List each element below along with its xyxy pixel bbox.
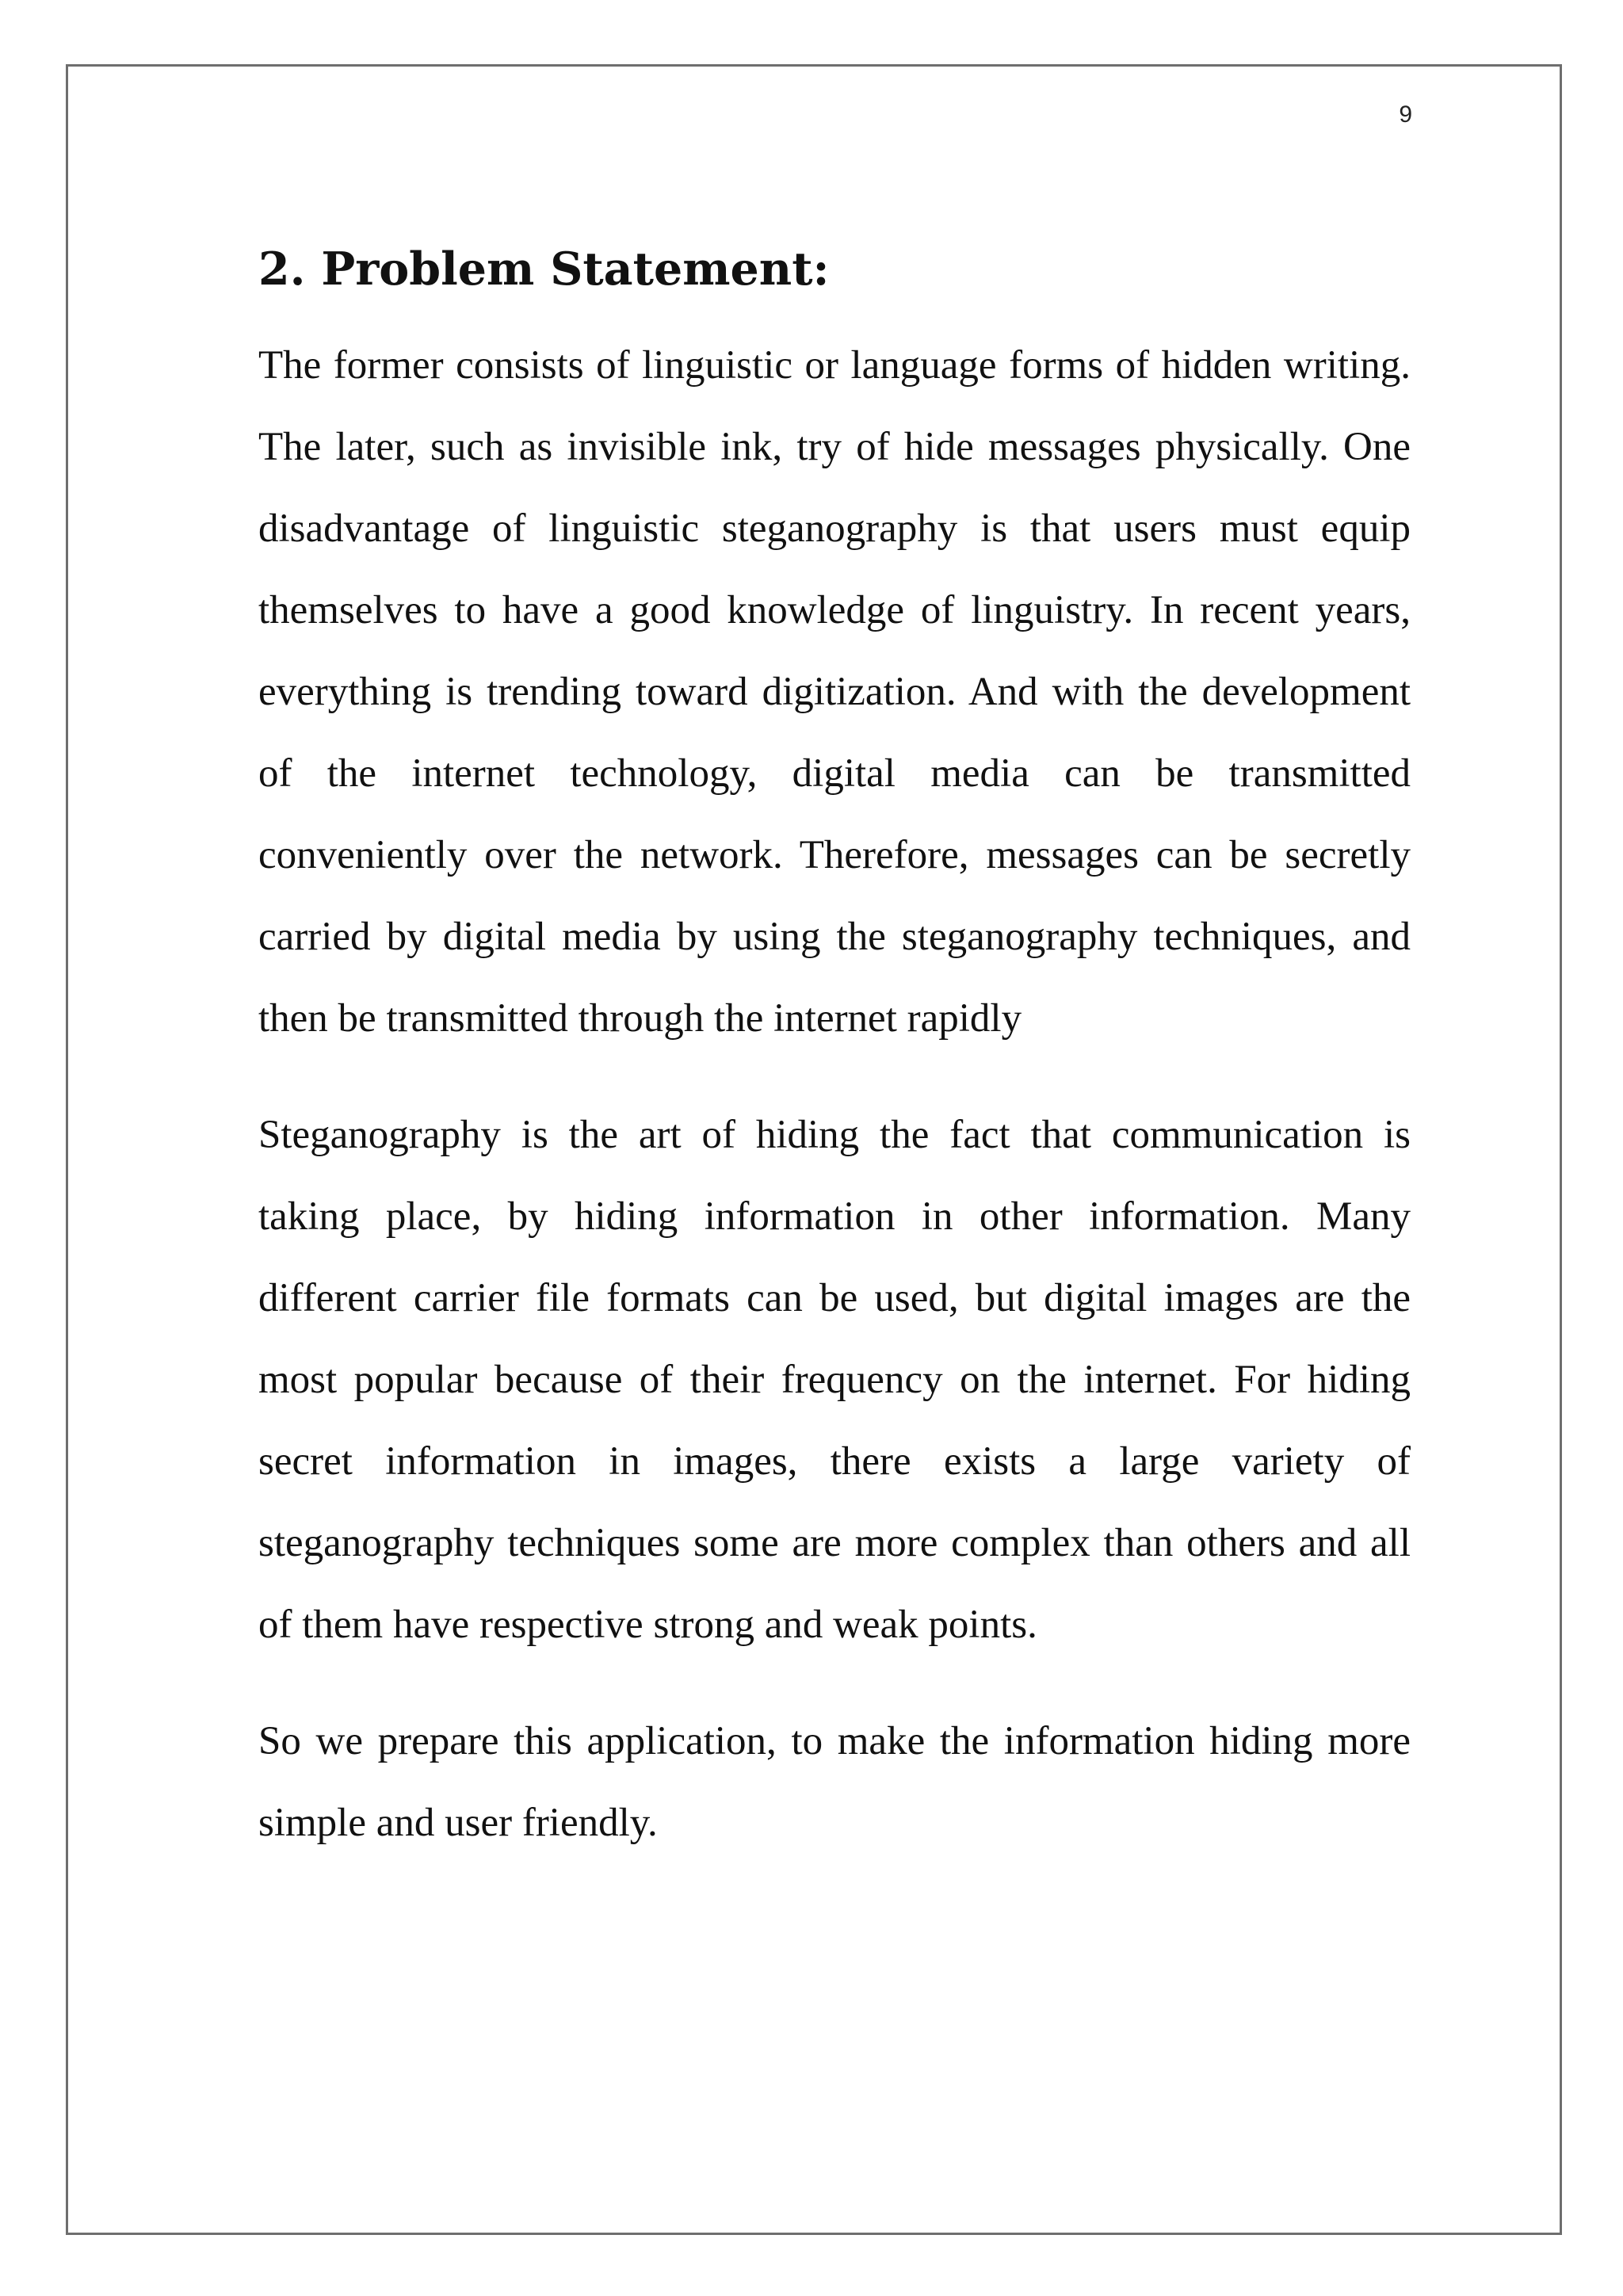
paragraph-2: Steganography is the art of hiding the fact that communication is taking place, by hiding information in other information. Many different carrier file formats can be used, but digital images are the most popular because of their frequency on the internet. For hiding secret information in images, there exists a large variety of steganography techniques some are more complex than others and all of them have respective strong and weak points. — [258, 1113, 1411, 1647]
paragraph-3: So we prepare this application, to make the information hiding more simple and user friendly. — [258, 1719, 1411, 1845]
paragraph-1: The former consists of linguistic or language forms of hidden writing. The later, such as invisible ink, try of hide messages physically. One disadvantage of linguistic steganography is that users must equip themselves to have a good knowledge of linguistry. In recent years, everything is trending toward digitization. And with the development of the internet technology, digital media can be transmitted conveniently over the network. Therefore, messages can be secretly carried by digital media by using the steganography techniques, and then be transmitted through the internet rapidly — [258, 343, 1411, 1041]
document-body — [258, 238, 1411, 1899]
page-number: 9 — [1399, 101, 1412, 128]
section-heading: 2. Problem Statement: — [258, 243, 830, 296]
